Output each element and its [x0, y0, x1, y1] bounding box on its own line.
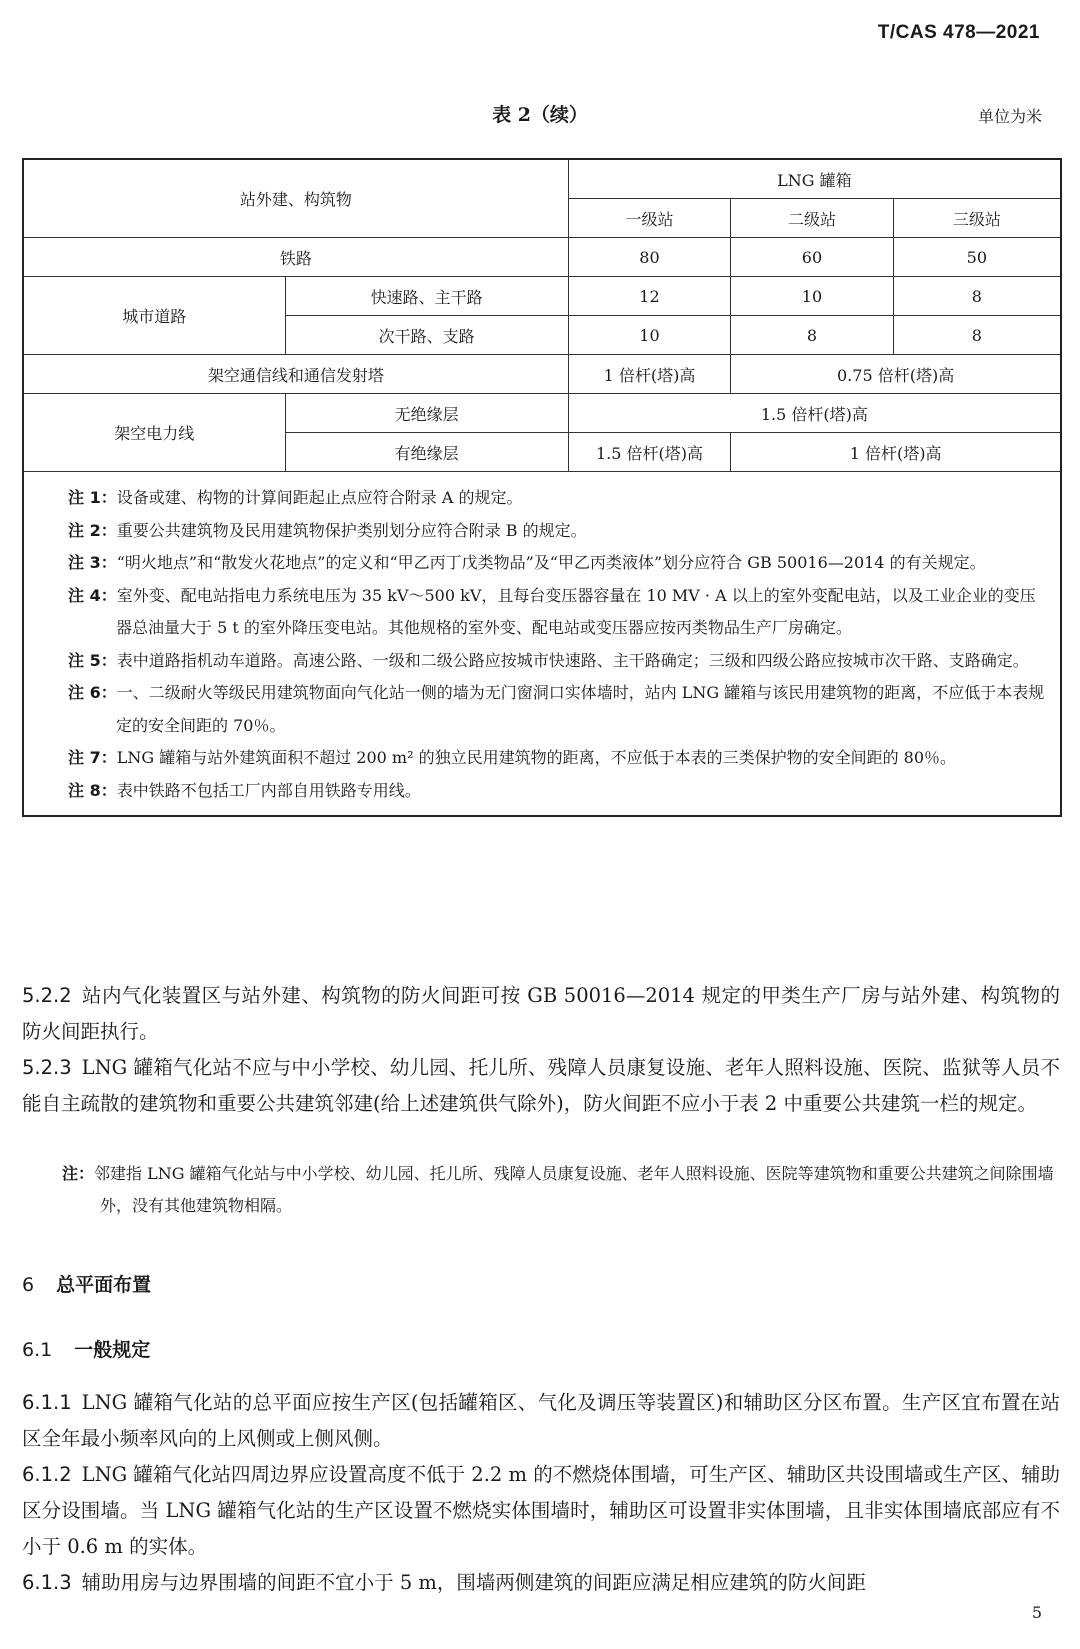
level-2: 二级站	[731, 199, 894, 238]
clause-6-1-3: 6.1.3 辅助用房与边界围墙的间距不宜小于 5 m，围墙两侧建筑的间距应满足相应建筑的防火间距	[22, 1571, 866, 1594]
document-code: T/CAS 478—2021	[877, 22, 1040, 43]
clause-6-1-1: 6.1.1 LNG 罐箱气化站的总平面应按生产区(包括罐箱区、气化及调压等装置区)和辅助区分区布置。生产区宜布置在站区全年最小频率风向的上风侧或上侧风侧。	[22, 1391, 1060, 1450]
cell: 1 倍杆(塔)高	[731, 433, 1061, 472]
row-label-city-road: 城市道路	[23, 277, 285, 355]
table-unit: 单位为米	[977, 107, 1042, 126]
note: 注 7：LNG 罐箱与站外建筑面积不超过 200 m² 的独立民用建筑物的距离，不应低于本表的三类保护物的安全间距的 80％。	[68, 748, 957, 767]
sub-label: 有绝缘层	[285, 433, 568, 472]
cell: 50	[893, 238, 1061, 277]
cell: 8	[893, 316, 1061, 355]
table-notes	[23, 472, 1061, 817]
cell: 8	[731, 316, 894, 355]
table-row	[23, 394, 1061, 433]
page-number: 5	[1031, 1603, 1042, 1622]
table-row	[23, 355, 1061, 394]
col-group-header: 站外建、构筑物	[23, 159, 568, 238]
cell: 1.5 倍杆(塔)高	[568, 433, 731, 472]
row-label-power: 架空电力线	[23, 394, 285, 472]
level-1: 一级站	[568, 199, 731, 238]
row-label-railway: 铁路	[23, 238, 568, 277]
note: 注 6：一、二级耐火等级民用建筑物面向气化站一侧的墙为无门窗洞口实体墙时，站内 LNG 罐箱与该民用建筑物的距离，不应低于本表规定的安全间距的 70％。	[68, 683, 1045, 735]
note: 注 2：重要公共建筑物及民用建筑物保护类别划分应符合附录 B 的规定。	[68, 520, 587, 540]
note: 注 5：表中道路指机动车道路。高速公路、一级和二级公路应按城市快速路、主干路确定；三级和四级公路应按城市次干路、支路确定。	[68, 650, 1029, 670]
note: 注 8：表中铁路不包括工厂内部自用铁路专用线。	[68, 780, 421, 800]
table-row	[23, 238, 1061, 277]
clause-5-2-3: 5.2.3 LNG 罐箱气化站不应与中小学校、幼儿园、托儿所、残障人员康复设施、老年人照料设施、医院、监狱等人员不能自主疏散的建筑物和重要公共建筑邻建(给上述建筑供气除外)，防火间距不应小于表 2 中重要公共建筑一栏的规定。	[22, 1056, 1060, 1115]
table-notes-row	[23, 472, 1061, 817]
table-row	[23, 277, 1061, 316]
level-3: 三级站	[893, 199, 1061, 238]
cell: 10	[568, 316, 731, 355]
cell: 12	[568, 277, 731, 316]
note: 注 4：室外变、配电站指电力系统电压为 35 kV～500 kV，且每台变压器容量在 10 MV · A 以上的室外变配电站，以及工业企业的变压器总油量大于 5 t 的室外降压变电站。其他规格的室外变、配电站或变压器应按丙类物品生产厂房确定。	[68, 585, 1036, 637]
note: 注 1：设备或建、构物的计算间距起止点应符合附录 A 的规定。	[68, 488, 523, 507]
cell: 0.75 倍杆(塔)高	[731, 355, 1061, 394]
spacing-table	[22, 158, 1062, 817]
cell: 1.5 倍杆(塔)高	[568, 394, 1061, 433]
section-heading-6-1: 6.1 一般规定	[22, 1339, 151, 1361]
row-label-comm: 架空通信线和通信发射塔	[23, 355, 568, 394]
note: 注 3：“明火地点”和“散发火花地点”的定义和“甲乙丙丁戊类物品”及“甲乙丙类液体”划分应符合 GB 50016—2014 的有关规定。	[68, 553, 986, 572]
clause-note: 注：邻建指 LNG 罐箱气化站与中小学校、幼儿园、托儿所、残障人员康复设施、老年人照料设施、医院等建筑物和重要公共建筑之间除围墙外，没有其他建筑物相隔。	[62, 1164, 1054, 1215]
sub-label: 无绝缘层	[285, 394, 568, 433]
tank-header: LNG 罐箱	[568, 159, 1061, 199]
cell: 1 倍杆(塔)高	[568, 355, 731, 394]
clause-5-2-2: 5.2.2 站内气化装置区与站外建、构筑物的防火间距可按 GB 50016—2014 规定的甲类生产厂房与站外建、构筑物的防火间距执行。	[22, 984, 1060, 1043]
clause-6-1-2: 6.1.2 LNG 罐箱气化站四周边界应设置高度不低于 2.2 m 的不燃烧体围墙，可生产区、辅助区共设围墙或生产区、辅助区分设围墙。当 LNG 罐箱气化站的生产区设置不燃烧实体围墙时，辅助区可设置非实体围墙，且非实体围墙底部应有不小于 0.6 m 的实体。	[22, 1463, 1060, 1558]
cell: 80	[568, 238, 731, 277]
table-title: 表 2（续）	[492, 104, 588, 126]
cell: 10	[731, 277, 894, 316]
cell: 8	[893, 277, 1061, 316]
section-heading-6: 6 总平面布置	[22, 1274, 152, 1296]
sub-label: 次干路、支路	[285, 316, 568, 355]
sub-label: 快速路、主干路	[285, 277, 568, 316]
table-header-row	[23, 159, 1061, 199]
cell: 60	[731, 238, 894, 277]
